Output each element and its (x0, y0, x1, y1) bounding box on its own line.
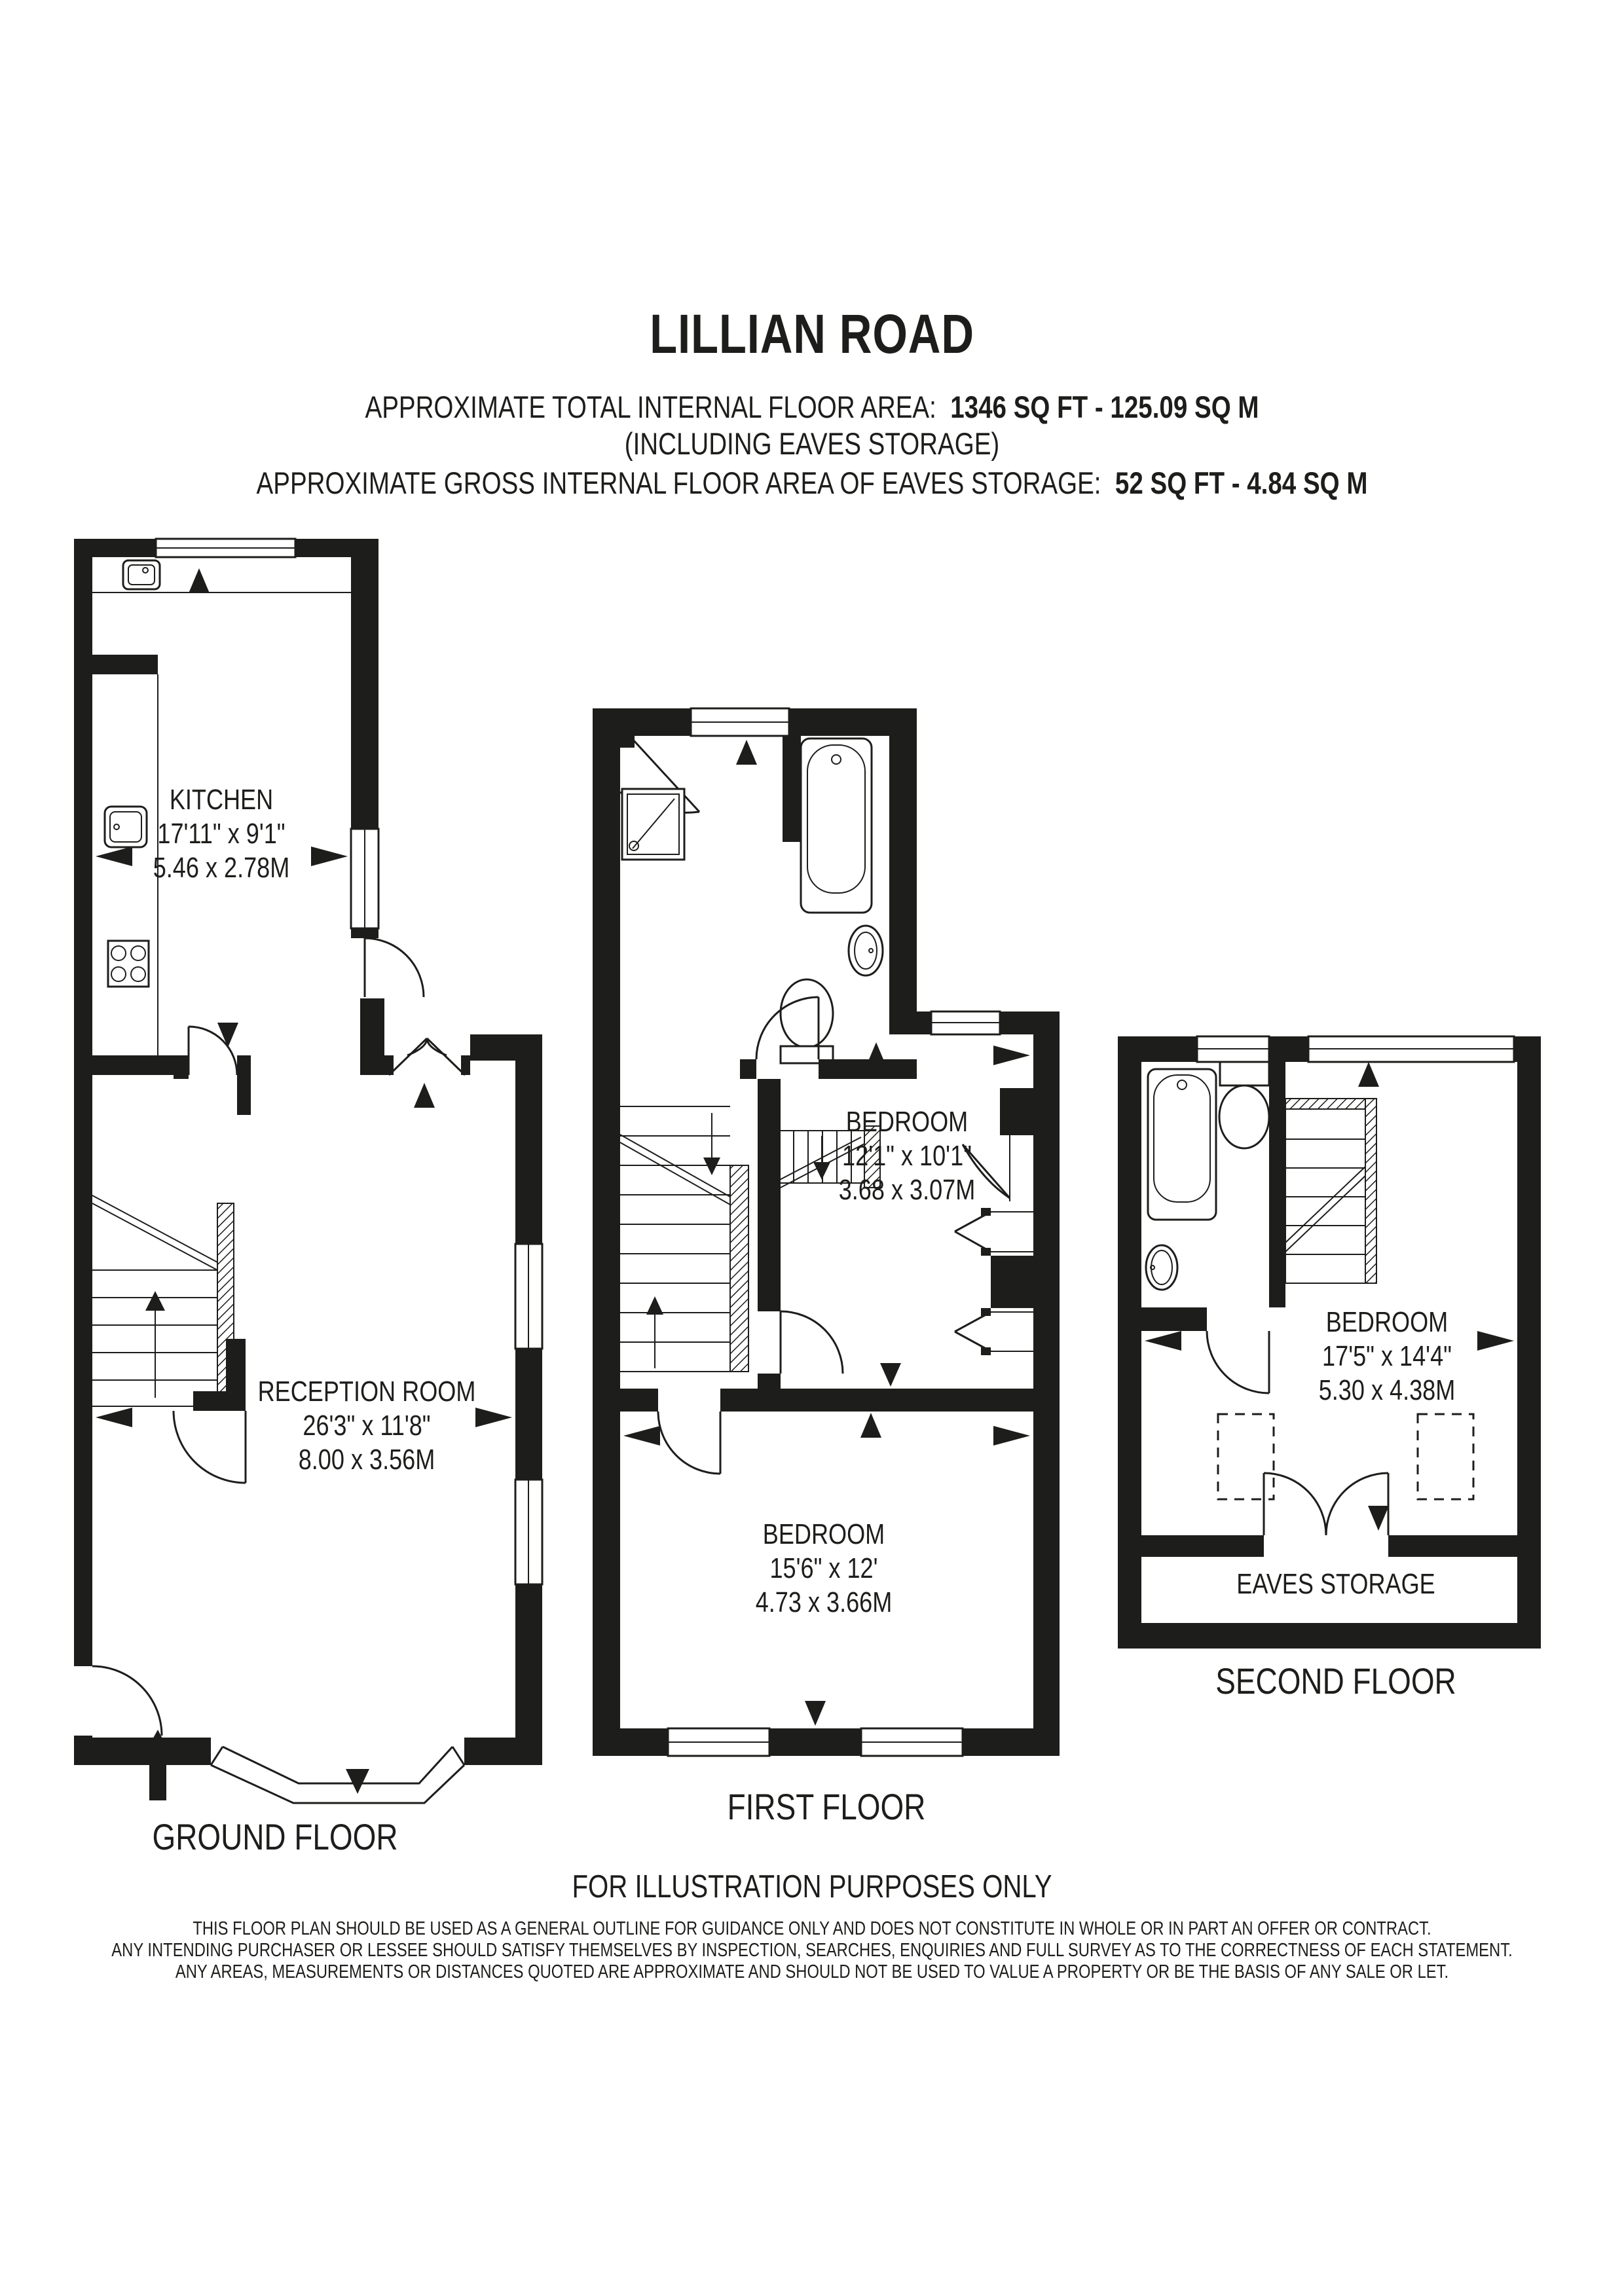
wall (1118, 1036, 1141, 1649)
wall (351, 928, 378, 938)
room-metric: 3.68 x 3.07M (838, 1174, 976, 1206)
chimney-breast (991, 1256, 1033, 1308)
wall (1141, 1535, 1264, 1557)
room-metric: 5.46 x 2.78M (153, 852, 290, 884)
wall (620, 1389, 658, 1412)
wall (593, 1728, 1060, 1756)
room-imperial: 26'3" x 11'8" (303, 1410, 431, 1442)
entrance-door (92, 1666, 162, 1736)
wall-stub (758, 1374, 781, 1389)
wall (1269, 1062, 1285, 1307)
door (174, 1411, 246, 1483)
down-arrow-icon (703, 1157, 720, 1175)
pointer-left-icon (96, 1408, 132, 1427)
stove (108, 941, 149, 987)
room-name: RECEPTION ROOM (257, 1376, 476, 1408)
wall (889, 1011, 931, 1034)
eaves-area-label: APPROXIMATE GROSS INTERNAL FLOOR AREA OF EAVES STORAGE: (256, 465, 1101, 500)
bedroom-second-label (1319, 1305, 1456, 1408)
room-imperial: 12'1" x 10'1" (842, 1140, 972, 1172)
wall (464, 1738, 542, 1765)
wall-stub (783, 736, 801, 842)
pointer-right-icon (475, 1408, 512, 1427)
wall (1033, 1011, 1060, 1756)
page-title: LILLIAN ROAD (650, 303, 974, 365)
door (658, 1412, 720, 1474)
wall-pier (360, 998, 384, 1075)
up-arrow-icon (646, 1296, 663, 1315)
bathtub (801, 738, 872, 913)
wall (1388, 1535, 1517, 1557)
room-imperial: 15'6" x 12' (769, 1552, 878, 1584)
wall-stub (74, 655, 158, 674)
disclaimer-line-3: ANY AREAS, MEASUREMENTS OR DISTANCES QUOTED ARE APPROXIMATE AND SHOULD NOT BE USED TO VALUE A PROPERTY OR BE THE BASIS OF ANY SALE OR LET. (175, 1961, 1449, 1982)
wall (1141, 1307, 1207, 1331)
room-metric: 4.73 x 3.66M (755, 1586, 893, 1618)
bay-window (211, 1747, 464, 1803)
disclaimer-line-2: ANY INTENDING PURCHASER OR LESSEE SHOULD SATISFY THEMSELVES BY INSPECTION, SEARCHES, ENQUIRIES AND FULL SURVEY AS TO THE CORRECTNESS OF EACH STATEMENT. (111, 1940, 1513, 1961)
room-name: BEDROOM (845, 1106, 969, 1138)
pointer-down-icon (346, 1769, 369, 1794)
wall-stub (740, 1059, 756, 1079)
eaves-storage-label: EAVES STORAGE (1236, 1568, 1435, 1600)
wall (470, 1034, 542, 1061)
first-floor-caption: FIRST FLOOR (727, 1786, 926, 1827)
shower (622, 789, 684, 860)
wall (720, 1389, 1060, 1412)
total-area-label: APPROXIMATE TOTAL INTERNAL FLOOR AREA: (365, 390, 936, 424)
eaves-hatch (1418, 1414, 1473, 1499)
pointer-right-icon (1477, 1331, 1514, 1351)
french-doors (384, 1038, 470, 1075)
wall (889, 708, 917, 1034)
reception-label (258, 1375, 476, 1477)
wall (1269, 1036, 1308, 1062)
pointer-down-icon (880, 1363, 901, 1387)
wall (1118, 1623, 1541, 1649)
staircase (1285, 1099, 1376, 1283)
pointer-up-icon (736, 740, 757, 765)
closet-doors (955, 1308, 1033, 1355)
basin (849, 926, 883, 975)
kitchen-label (153, 783, 290, 885)
wall (515, 1061, 542, 1765)
bedroom-large-label (756, 1518, 893, 1620)
total-area-value: 1346 SQ FT - 125.09 SQ M (950, 390, 1259, 424)
second-floor-caption: SECOND FLOOR (1215, 1660, 1456, 1702)
wall (593, 708, 691, 736)
pointer-right-icon (311, 847, 348, 866)
staircase (620, 1106, 748, 1372)
wall-stub (174, 1055, 189, 1079)
wall (593, 708, 620, 1756)
wall (351, 539, 378, 829)
wall (1517, 1036, 1541, 1649)
ground-floor-caption: GROUND FLOOR (152, 1816, 398, 1857)
pointer-right-icon (993, 1046, 1030, 1065)
wall (1118, 1036, 1197, 1062)
including-line: (INCLUDING EAVES STORAGE) (624, 426, 1000, 461)
door-opening (74, 1666, 92, 1736)
pointer-down-icon (805, 1701, 826, 1726)
basin (1146, 1245, 1177, 1290)
closet-doors (955, 1208, 1033, 1256)
total-area-line (365, 392, 1259, 422)
room-imperial: 17'11" x 9'1" (157, 818, 286, 850)
disclaimer-line-1: THIS FLOOR PLAN SHOULD BE USED AS A GENERAL OUTLINE FOR GUIDANCE ONLY AND DOES NOT CONSTITUTE IN WHOLE OR IN PART AN OFFER OR CONTRACT. (193, 1918, 1431, 1939)
room-name: KITCHEN (169, 784, 274, 816)
pointer-left-icon (1145, 1331, 1181, 1351)
eaves-area-line (257, 467, 1368, 498)
toilet (1219, 1062, 1269, 1148)
chimney-breast (1000, 1088, 1033, 1135)
bathtub (1148, 1069, 1216, 1220)
bedroom-small-label (839, 1105, 976, 1207)
illustration-note: FOR ILLUSTRATION PURPOSES ONLY (572, 1869, 1052, 1904)
staircase (92, 1195, 234, 1406)
pointer-up-icon (414, 1083, 435, 1108)
ground-floor-plan (74, 539, 542, 1803)
wall (74, 539, 156, 557)
wall (758, 1079, 781, 1311)
pointer-up-icon (1358, 1062, 1379, 1087)
wall-stub (226, 1339, 246, 1411)
eaves-double-doors (1264, 1473, 1388, 1535)
pointer-up-icon (860, 1413, 881, 1438)
pointer-down-icon (1368, 1506, 1389, 1531)
door (781, 1311, 843, 1374)
down-arrow-icon (813, 1162, 830, 1180)
pointer-up-icon (189, 568, 210, 593)
door (365, 938, 424, 997)
eaves-hatch (1218, 1414, 1274, 1499)
up-arrow-icon (145, 1291, 165, 1311)
pointer-left-icon (623, 1426, 660, 1446)
toilet (781, 979, 833, 1063)
wall-stub (193, 1391, 226, 1411)
pointer-down-icon (217, 1023, 238, 1048)
pointer-up-icon (866, 1042, 887, 1067)
room-name: BEDROOM (1325, 1306, 1449, 1338)
door (1207, 1331, 1269, 1393)
wall (74, 1055, 174, 1075)
room-metric: 5.30 x 4.38M (1318, 1374, 1456, 1406)
pointer-left-icon (96, 847, 132, 866)
room-name: BEDROOM (762, 1518, 885, 1550)
pointer-right-icon (993, 1426, 1030, 1446)
room-metric: 8.00 x 3.56M (298, 1444, 435, 1476)
eaves-area-value: 52 SQ FT - 4.84 SQ M (1115, 465, 1368, 500)
kitchen-sink (105, 807, 147, 847)
kitchen-sink (123, 560, 160, 589)
wall (819, 1059, 917, 1079)
wall (74, 539, 92, 1765)
wall-stub (237, 1055, 251, 1115)
room-imperial: 17'5" x 14'4" (1322, 1340, 1452, 1372)
